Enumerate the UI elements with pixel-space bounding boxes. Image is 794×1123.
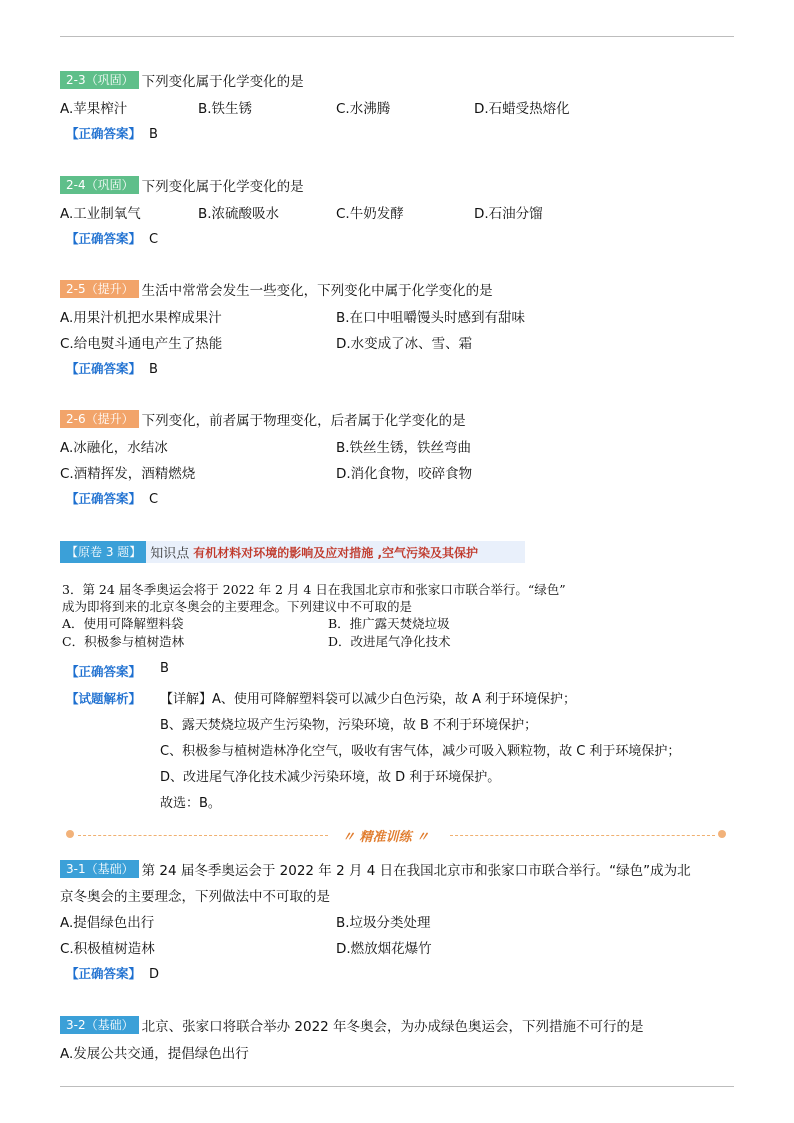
original-stem-line-2: 成为即将到来的北京冬奥会的主要理念。下列建议中不可取的是 [62,599,413,614]
question-stem: 生活中常常会发生一些变化，下列变化中属于化学变化的是 [141,283,493,299]
option-b: B.铁丝生锈，铁丝弯曲 [336,440,472,456]
top-rule [60,36,734,37]
answer-value: B [149,362,158,377]
original-option-b: B．推广露天焚烧垃圾 [328,616,450,631]
question-tag: 2-6（提升） [60,410,139,428]
analysis-line: D、改进尾气净化技术减少污染环境，故 D 利于环境保护。 [160,770,501,785]
original-question-tag: 【原卷 3 题】 [60,541,146,563]
original-option-a: A．使用可降解塑料袋 [62,616,184,631]
option-b: B.铁生锈 [198,101,253,117]
option-d: D.消化食物，咬碎食物 [336,466,473,482]
option-a: A.用果汁机把水果榨成果汁 [60,310,222,326]
answer-row [66,358,158,377]
question-stem-line-2: 京冬奥会的主要理念，下列做法中不可取的是 [60,889,330,905]
option-b: B.在口中咀嚼馒头时感到有甜味 [336,310,526,326]
option-a: A.工业制氧气 [60,206,141,222]
knowledge-point-bar [60,541,525,563]
original-answer-value: B [160,661,169,676]
option-a: A.苹果榨汁 [60,101,128,117]
answer-value: D [149,967,160,982]
question-stem: 下列变化，前者属于物理变化，后者属于化学变化的是 [141,413,466,429]
answer-row [66,228,158,247]
option-d: D.燃放烟花爆竹 [336,941,432,957]
section-title: 〃 精准训练 〃 [342,830,430,845]
bottom-rule [60,1086,734,1087]
divider-line-left [78,835,328,836]
option-a: A.冰融化，水结冰 [60,440,168,456]
question-2-3 [60,70,304,90]
question-tag: 2-4（巩固） [60,176,139,194]
question-3-2 [60,1015,644,1035]
option-d: D.石蜡受热熔化 [474,101,570,117]
divider-dot-left [66,830,74,838]
option-d: D.石油分馏 [474,206,543,222]
knowledge-point-label: 知识点 [150,546,190,562]
option-d: D.水变成了冰、雪、霜 [336,336,473,352]
divider-dot-right [718,830,726,838]
analysis-line: 故选：B。 [160,796,221,811]
answer-row [66,963,159,982]
option-c: C.酒精挥发，酒精燃烧 [60,466,196,482]
original-answer-label: 【正确答案】 [66,664,142,679]
answer-label: 【正确答案】 [66,491,142,506]
question-stem: 第 24 届冬季奥运会于 2022 年 2 月 4 日在我国北京市和张家口市联合举行。“绿色”成为北 [141,863,691,879]
question-tag: 2-5（提升） [60,280,139,298]
answer-value: C [149,232,159,247]
question-stem: 下列变化属于化学变化的是 [141,74,304,90]
analysis-line: 【详解】A、使用可降解塑料袋可以减少白色污染，故 A 利于环境保护； [160,692,577,707]
divider-line-right [450,835,715,836]
question-2-5 [60,279,493,299]
question-tag: 3-2（基础） [60,1016,139,1034]
answer-value: B [149,127,158,142]
analysis-line: C、积极参与植树造林净化空气，吸收有害气体，减少可吸入颗粒物，故 C 利于环境保护； [160,744,681,759]
option-c: C.牛奶发酵 [336,206,404,222]
original-option-d: D．改进尾气净化技术 [328,634,451,649]
question-2-4 [60,175,304,195]
option-c: C.给电熨斗通电产生了热能 [60,336,223,352]
answer-label: 【正确答案】 [66,966,142,981]
original-stem-line-1: 3．第 24 届冬季奥运会将于 2022 年 2 月 4 日在我国北京市和张家口市联合举行。“绿色” [62,582,566,597]
analysis-line: B、露天焚烧垃圾产生污染物，污染环境，故 B 不利于环境保护； [160,718,538,733]
answer-label: 【正确答案】 [66,231,142,246]
option-c: C.水沸腾 [336,101,391,117]
option-a: A.提倡绿色出行 [60,915,155,931]
answer-row [66,123,158,142]
option-b: B.垃圾分类处理 [336,915,431,931]
original-option-c: C．积极参与植树造林 [62,634,185,649]
question-tag: 2-3（巩固） [60,71,139,89]
answer-row [66,488,158,507]
option-c: C.积极植树造林 [60,941,155,957]
answer-label: 【正确答案】 [66,361,142,376]
question-stem: 下列变化属于化学变化的是 [141,179,304,195]
answer-value: C [149,492,159,507]
option-a: A.发展公共交通，提倡绿色出行 [60,1046,249,1062]
question-3-1 [60,859,691,879]
knowledge-point-text: 有机材料对环境的影响及应对措施 ,空气污染及其保护 [193,545,479,560]
option-b: B.浓硫酸吸水 [198,206,280,222]
question-tag: 3-1（基础） [60,860,139,878]
question-stem: 北京、张家口将联合举办 2022 年冬奥会，为办成绿色奥运会，下列措施不可行的是 [141,1019,644,1035]
analysis-label: 【试题解析】 [66,691,142,706]
answer-label: 【正确答案】 [66,126,142,141]
question-2-6 [60,409,466,429]
